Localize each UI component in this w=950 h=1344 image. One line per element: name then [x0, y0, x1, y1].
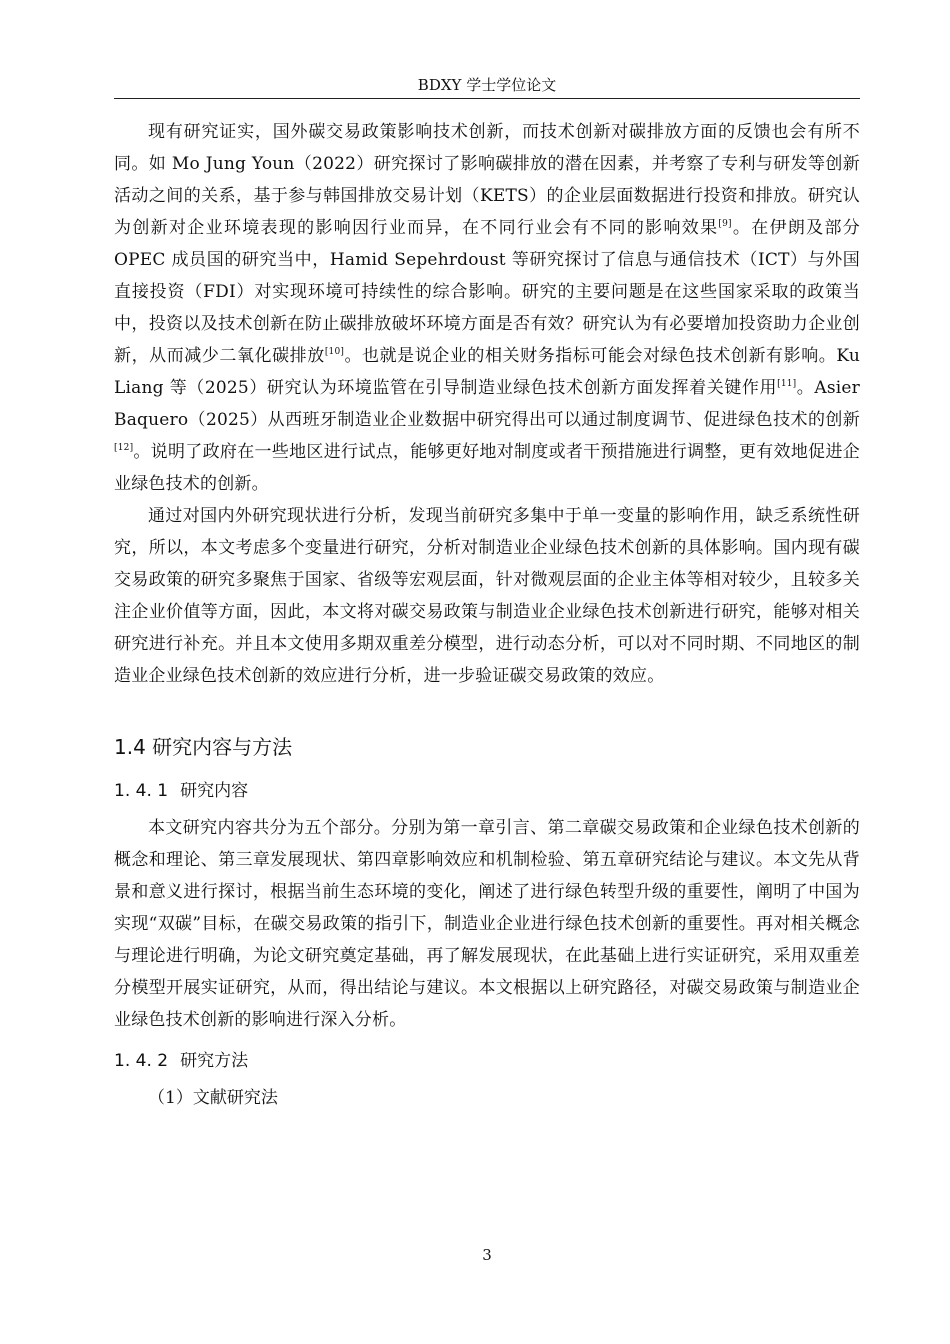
subsection-number: 1. 4. 1: [114, 781, 169, 801]
text-span: 。也就是说企业的相关财务指标可能会对绿色技术创新有影响。Ku Liang 等（2025）研究认为环境监管在引导制造业绿色技术创新方面发挥着关键作用: [114, 346, 860, 398]
text-span: 。说明了政府在一些地区进行试点，能够更好地对制度或者干预措施进行调整，更有效地促进企业绿色技术的创新。: [114, 442, 860, 494]
paragraph-research-content: 本文研究内容共分为五个部分。分别为第一章引言、第二章碳交易政策和企业绿色技术创新的概念和理论、第三章发展现状、第四章影响效应和机制检验、第五章研究结论与建议。本文先从背景和意义进行探讨，根据当前生态环境的变化，阐述了进行绿色转型升级的重要性，阐明了中国为实现“双碳”目标，在碳交易政策的指引下，制造业企业进行绿色技术创新的重要性。再对相关概念与理论进行明确，为论文研究奠定基础，再了解发展现状，在此基础上进行实证研究，采用双重差分模型开展实证研究，从而，得出结论与建议。本文根据以上研究路径，对碳交易政策与制造业企业绿色技术创新的影响进行深入分析。: [114, 818, 860, 1030]
paragraph-literature-foreign: [114, 116, 860, 500]
section-heading-1-4: 1.4 研究内容与方法: [114, 735, 293, 759]
citation-9: [9]: [718, 219, 732, 229]
citation-10: [10]: [324, 347, 345, 357]
text-span: 。Asier Baquero（2025）从西班牙制造业企业数据中研究得出可以通过制度调节、促进绿色技术的创新: [114, 378, 861, 430]
running-header: BDXY 学士学位论文: [417, 76, 557, 94]
page-number: 3: [482, 1246, 492, 1264]
subsection-title: 研究内容: [180, 781, 249, 801]
citation-11: [11]: [777, 379, 797, 389]
subsection-heading-1-4-2: [114, 1046, 860, 1076]
header-rule: [114, 98, 860, 99]
method-item-literature-research: （1）文献研究法: [148, 1088, 278, 1108]
subsection-title: 研究方法: [180, 1051, 249, 1071]
subsection-heading-1-4-1: [114, 776, 860, 806]
citation-12: [12]: [114, 443, 134, 453]
subsection-number: 1. 4. 2: [114, 1051, 169, 1071]
body-text: [114, 116, 860, 1114]
text-span: 现有研究证实，国外碳交易政策影响技术创新，而技术创新对碳排放方面的反馈也会有所不同。如 Mo Jung Youn（2022）研究探讨了影响碳排放的潜在因素，并考察了专利与研发等创新活动之间的关系，基于参与韩国排放交易计划（KETS）的企业层面数据进行投资和排放。研究认为创新对企业环境表现的影响因行业而异，在不同行业会有不同的影响效果: [114, 122, 860, 238]
paragraph-literature-review-summary: 通过对国内外研究现状进行分析，发现当前研究多集中于单一变量的影响作用，缺乏系统性研究，所以，本文考虑多个变量进行研究，分析对制造业企业绿色技术创新的具体影响。国内现有碳交易政策的研究多聚焦于国家、省级等宏观层面，针对微观层面的企业主体等相对较少，且较多关注企业价值等方面，因此，本文将对碳交易政策与制造业企业绿色技术创新进行研究，能够对相关研究进行补充。并且本文使用多期双重差分模型，进行动态分析，可以对不同时期、不同地区的制造业企业绿色技术创新的效应进行分析，进一步验证碳交易政策的效应。: [114, 506, 860, 686]
text-span: 。在伊朗及部分 OPEC 成员国的研究当中，Hamid Sepehrdoust 等研究探讨了信息与通信技术（ICT）与外国直接投资（FDI）对实现环境可持续性的综合影响。研究的主要问题是在这些国家采取的政策当中，投资以及技术创新在防止碳排放破坏环境方面是否有效？研究认为有必要增加投资助力企业创新，从而减少二氧化碳排放: [114, 218, 860, 366]
